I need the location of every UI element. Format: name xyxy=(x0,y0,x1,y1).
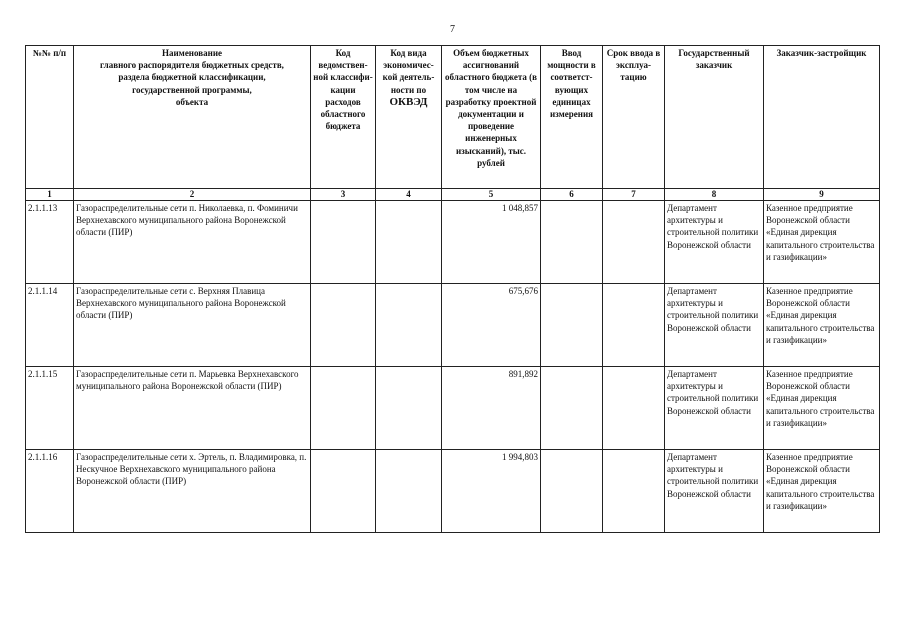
header-col-1: №№ п/п xyxy=(26,46,74,189)
header-col-2-line-1: Наименование xyxy=(162,48,222,58)
commission-term xyxy=(603,284,665,367)
budget-code xyxy=(311,367,376,450)
header-col-2 xyxy=(74,46,311,189)
okved-code xyxy=(376,201,442,284)
column-number: 9 xyxy=(764,189,880,201)
okved-code xyxy=(376,450,442,533)
budget-amount: 675,676 xyxy=(442,284,541,367)
budget-amount: 1 048,857 xyxy=(442,201,541,284)
budget-objects-table xyxy=(25,45,880,533)
budget-code xyxy=(311,201,376,284)
column-number: 3 xyxy=(311,189,376,201)
header-col-2-line-3: раздела бюджетной классификации, xyxy=(118,72,266,83)
object-name: Газораспределительные сети х. Эртель, п. Владимировка, п. Нескучное Верхнехавского муниципального района Воронежской области (ПИР) xyxy=(74,450,311,533)
capacity xyxy=(541,450,603,533)
table-row xyxy=(26,367,880,450)
capacity xyxy=(541,367,603,450)
page-number: 7 xyxy=(450,24,455,35)
header-row xyxy=(26,46,880,189)
column-number: 1 xyxy=(26,189,74,201)
header-col-4-okved: ОКВЭД xyxy=(389,95,428,108)
table-row xyxy=(26,450,880,533)
header-col-4-text: Код вида экономичес-кой деятель-ности по xyxy=(382,48,435,95)
commission-term xyxy=(603,367,665,450)
header-col-2-line-2: главного распорядителя бюджетных средств, xyxy=(100,60,284,71)
column-number: 7 xyxy=(603,189,665,201)
budget-code xyxy=(311,450,376,533)
state-customer: Департамент архитектуры и строительной политики Воронежской области xyxy=(665,284,764,367)
capacity xyxy=(541,284,603,367)
header-col-6: Ввод мощности в соответст-вующих единицах измерения xyxy=(541,46,603,189)
commission-term xyxy=(603,450,665,533)
table-row xyxy=(26,284,880,367)
commission-term xyxy=(603,201,665,284)
column-number: 6 xyxy=(541,189,603,201)
state-customer: Департамент архитектуры и строительной политики Воронежской области xyxy=(665,367,764,450)
column-number-row xyxy=(26,189,880,201)
row-number: 2.1.1.13 xyxy=(26,201,74,284)
object-name: Газораспределительные сети п. Николаевка, п. Фоминичи Верхнехавского муниципального района Воронежской области (ПИР) xyxy=(74,201,311,284)
table-row xyxy=(26,201,880,284)
budget-amount: 891,892 xyxy=(442,367,541,450)
customer-developer: Казенное предприятие Воронежской области «Единая дирекция капитального строительства и газификации» xyxy=(764,367,880,450)
row-number: 2.1.1.16 xyxy=(26,450,74,533)
column-number: 4 xyxy=(376,189,442,201)
header-col-4 xyxy=(376,46,442,189)
header-col-9: Заказчик-застройщик xyxy=(764,46,880,189)
object-name: Газораспределительные сети п. Марьевка Верхнехавского муниципального района Воронежской области (ПИР) xyxy=(74,367,311,450)
header-col-5: Объем бюджетных ассигнований областного бюджета (в том числе на разработку проектной документации и проведение инженерных изысканий), тыс. рублей xyxy=(442,46,541,189)
object-name: Газораспределительные сети с. Верхняя Плавица Верхнехавского муниципального района Воронежской области (ПИР) xyxy=(74,284,311,367)
column-number: 5 xyxy=(442,189,541,201)
okved-code xyxy=(376,367,442,450)
customer-developer: Казенное предприятие Воронежской области «Единая дирекция капитального строительства и газификации» xyxy=(764,201,880,284)
row-number: 2.1.1.15 xyxy=(26,367,74,450)
header-col-7: Срок ввода в эксплуа-тацию xyxy=(603,46,665,189)
customer-developer: Казенное предприятие Воронежской области «Единая дирекция капитального строительства и газификации» xyxy=(764,450,880,533)
capacity xyxy=(541,201,603,284)
customer-developer: Казенное предприятие Воронежской области «Единая дирекция капитального строительства и газификации» xyxy=(764,284,880,367)
budget-code xyxy=(311,284,376,367)
budget-amount: 1 994,803 xyxy=(442,450,541,533)
column-number: 2 xyxy=(74,189,311,201)
header-col-8: Государственный заказчик xyxy=(665,46,764,189)
header-col-2-line-4: государственной программы, xyxy=(132,84,252,95)
state-customer: Департамент архитектуры и строительной политики Воронежской области xyxy=(665,450,764,533)
column-number: 8 xyxy=(665,189,764,201)
okved-code xyxy=(376,284,442,367)
header-col-2-line-5: объекта xyxy=(175,96,209,107)
state-customer: Департамент архитектуры и строительной политики Воронежской области xyxy=(665,201,764,284)
header-col-3: Код ведомствен-ной классифи-кации расходов областного бюджета xyxy=(311,46,376,189)
row-number: 2.1.1.14 xyxy=(26,284,74,367)
